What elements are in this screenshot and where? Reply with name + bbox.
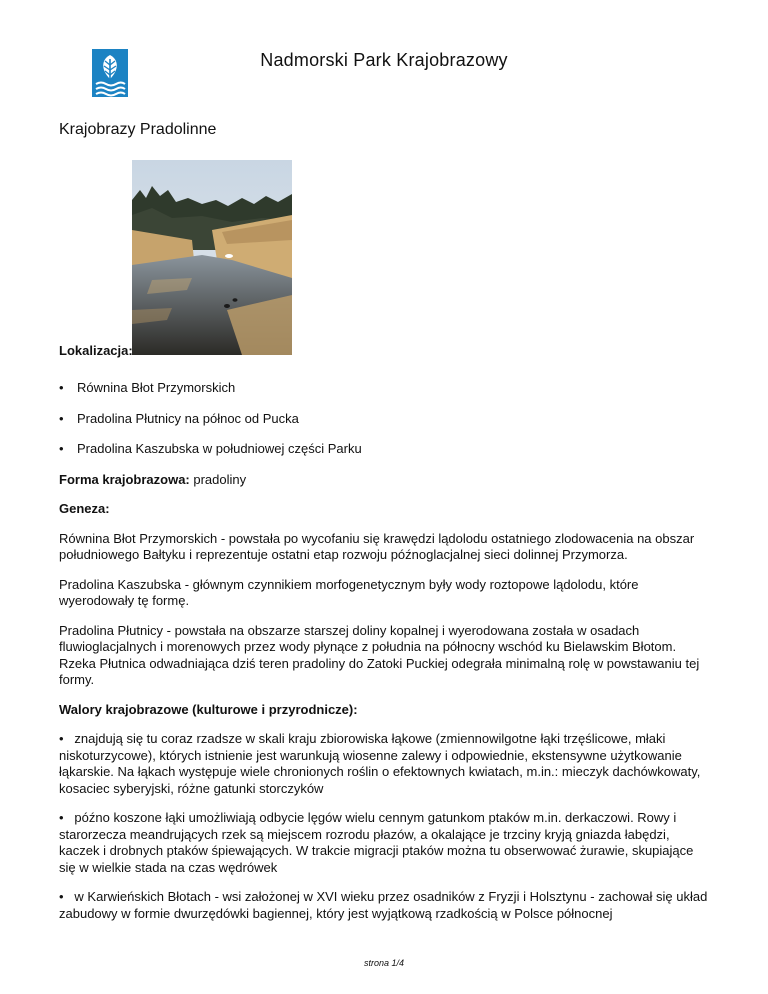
values-item: • w Karwieńskich Błotach - wsi założonej w XVI wieku przez osadników z Fryzji i Holsztynu - zachował się układ zabudowy w formie dwurzędówki bagiennej, który jest wyjątkową rzadkością w Polsce północnej	[59, 889, 708, 921]
bullet-icon: •	[59, 380, 64, 395]
form-line	[59, 472, 713, 489]
location-item: • Pradolina Kaszubska w południowej części Parku	[59, 441, 362, 456]
bullet-icon: •	[59, 441, 64, 456]
page-number: strona 1/4	[363, 958, 405, 968]
bullet-icon: •	[59, 810, 64, 825]
location-item: • Równina Błot Przymorskich	[59, 380, 236, 395]
genesis-heading: Geneza:	[59, 501, 110, 516]
site-title: Nadmorski Park Krajobrazowy	[260, 50, 508, 70]
form-value: pradoliny	[189, 471, 247, 487]
location-label: Lokalizacja:	[59, 343, 133, 358]
bullet-icon: •	[59, 889, 64, 904]
landscape-photo	[132, 160, 292, 355]
document-body	[59, 380, 713, 935]
bullet-icon: •	[59, 731, 64, 746]
values-item: • późno koszone łąki umożliwiają odbycie lęgów wielu cennym gatunkom ptaków m.in. derkaczowi. Rowy i starorzecza meandrujących rzek są miejscem rozrodu płazów, a okalające je trzciny kryją gniazda łabędzi, kaczek i drobnych ptaków śpiewających. W trakcie migracji ptaków można tu obserwować żurawie, skupiające się w wielkie stada na czas wędrówek	[59, 810, 694, 875]
values-heading: Walory krajobrazowe (kulturowe i przyrodnicze):	[59, 701, 358, 717]
section-title: Krajobrazy Pradolinne	[59, 121, 217, 138]
values-item: • znajdują się tu coraz rzadsze w skali kraju zbiorowiska łąkowe (zmiennowilgotne łąki trzęślicowe, młaki niskoturzycowe), których istnienie jest warunkują wiosenne zalewy i odpowiednie, ekstensywne użytkowanie łąkarskie. Na łąkach występuje wiele chronionych roślin o efektownych kwiatach, m.in.: mieczyk dachówkowaty, kosaciec syberyjski, różne gatunki storczyków	[59, 731, 701, 796]
genesis-paragraph: Pradolina Płutnicy - powstała na obszarze starszej doliny kopalnej i wyerodowana została w osadach fluwioglacjalnych i morenowych przez wody płynące z południa na północny wschód ku Bielawskim Błotom. Rzeka Płutnica odwadniająca dziś teren pradoliny do Zatoki Puckiej odegrała minimalną rolę w powstawaniu tej formy.	[59, 622, 700, 687]
genesis-paragraph: Pradolina Kaszubska - głównym czynnikiem morfogenetycznym były wody roztopowe lądolodu, które wyerodowały tę formę.	[59, 576, 639, 608]
genesis-paragraph: Równina Błot Przymorskich - powstała po wycofaniu się krawędzi lądolodu ostatniego zlodowacenia na obszar południowego Bałtyku i reprezentuje ostatni etap rozwoju późnoglacjalnej sieci dolinnej Przymorza.	[59, 530, 695, 562]
bullet-icon: •	[59, 410, 64, 426]
location-item: • Pradolina Płutnicy na północ od Pucka	[59, 410, 299, 426]
form-label: Forma krajobrazowa:	[59, 471, 190, 487]
